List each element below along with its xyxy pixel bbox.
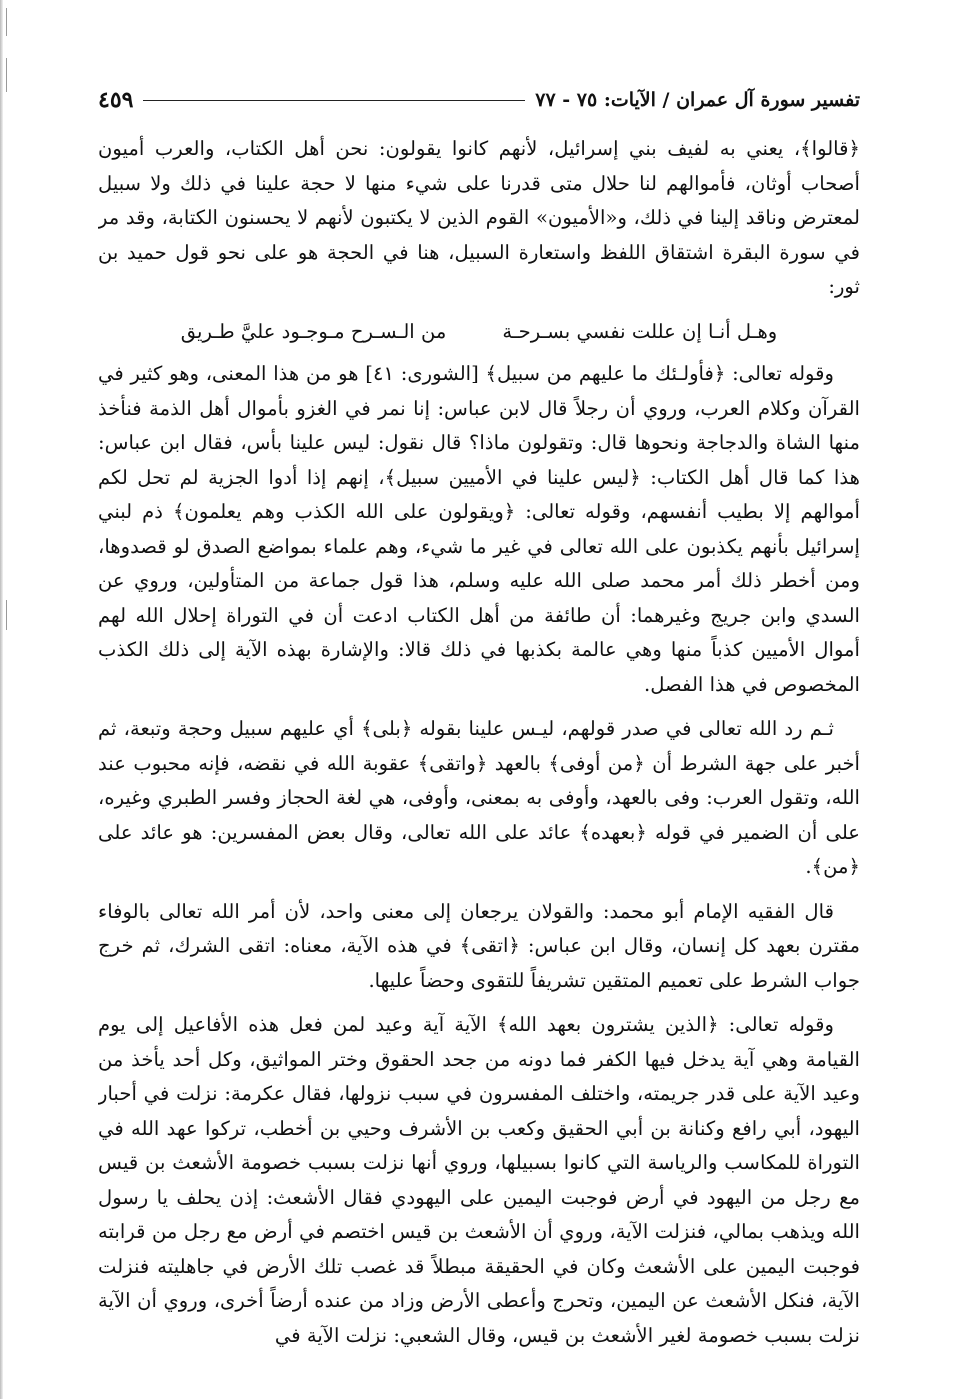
poetry-verse [98,315,860,350]
scan-edge [0,0,3,1399]
paragraph-1: ﴿قالوا﴾، يعني به لفيف بني إسرائيل، لأنهم كانوا يقولون: نحن أهل الكتاب، والعرب أميون أصحاب أوثان، فأموالهم لنا حلال متى قدرنا على شيء منها لا حجة علينا في ذلك ولا سبيل لمعترض وناقد إلينا في ذلك، و«الأميون» القوم الذين لا يكتبون لأنهم لا يحسنون الكتابة، وقد مر في سورة البقرة اشتقاق اللفظ واستعارة السبيل، هنا في الحجة هو على نحو قول حميد بن ثور: [98,137,860,298]
verse-hemistich-1: وهـل أنـا إن عللت نفسي بسـرحـة [502,319,778,343]
paragraph-5: وقوله تعالى: ﴿الذين يشترون بعهد الله﴾ الآية آية وعيد لمن فعل هذه الأفاعيل إلى يوم القيامة وهي آية يدخل فيها الكفر فما دونه من جحد الحقوق وختر المواثيق، وكل أحد يأخذ من وعيد الآية على قدر جريمته، واختلف المفسرون في سبب نزولها، فقال عكرمة: نزلت في أحبار اليهود، أبي رافع وكنانة بن أبي الحقيق وكعب بن الأشرف وحيي بن أخطب، تركوا عهد الله في التوراة للمكاسب والرياسة التي كانوا بسبيلها، وروي أنها نزلت بسبب خصومة الأشعث بن قيس مع رجل من اليهود في أرض فوجبت اليمين على اليهودي فقال الأشعث: إذن يحلف يا رسول الله ويذهب بمالي، فنزلت الآية، وروي أن الأشعث بن قيس اختصم في أرض مع رجل من قرابته فوجبت اليمين على الأشعث وكان في الحقيقة مبطلاً قد غصب تلك الأرض في جاهليته فنزلت الآية، فنكل الأشعث عن اليمين، وتحرج وأعطى الأرض وزاد من عنده أرضاً أخرى، وروي أن الآية نزلت بسبب خصومة لغير الأشعث بن قيس، وقال الشعبي: نزلت الآية في [98,1013,860,1347]
verse-hemistich-2: من الـسـرح مـوجـود عليَّ طـريق [180,319,447,343]
page-number: ٤٥٩ [98,87,134,113]
page-body [98,132,860,1369]
scan-mark [6,58,7,92]
page-header [98,84,860,116]
paragraph-3: ثـم رد الله تعالى في صدر قولهم، ليـس علينا بقوله ﴿بلى﴾ أي عليهم سبيل وحجة وتبعة، ثم أخبر على جهة الشرط أن ﴿من أوفى﴾ بالعهد ﴿واتقى﴾ عقوبة الله في نقضه، فإنه محبوب عند الله، وتقول العرب: وفى بالعهد، وأوفى به بمعنى، وأوفى، هي لغة الحجاز وفسر الطبري وغيره، على أن الضمير في قوله ﴿بعهده﴾ عائد على الله تعالى، وقال بعض المفسرين: هو عائد على ﴿من﴾. [98,717,860,878]
scan-mark [6,600,7,630]
paragraph-2: وقوله تعالى: ﴿فأولـئك ما عليهم من سبيل﴾ [الشورى: ٤١] هو من هذا المعنى، وهو كثير في القرآن وكلام العرب، وروي أن رجلاً قال لابن عباس: إنا نمر في الغزو بأموال أهل الذمة فنأخذ منها الشاة والدجاجة ونحوها قال: وتقولون ماذا؟ قال نقول: ليس علينا بأس، فقال ابن عباس: هذا كما قال أهل الكتاب: ﴿ليس علينا في الأميين سبيل﴾، إنهم إذا أدوا الجزية لم تحل لكم أموالهم إلا بطيب أنفسهم، وقوله تعالى: ﴿ويقولون على الله الكذب وهم يعلمون﴾ ذم لبني إسرائيل بأنهم يكذبون على الله تعالى في غير ما شيء، وهم علماء بمواضع الصدق لو قصدوها، ومن أخطر ذلك أمر محمد صلى الله عليه وسلم، هذا قول جماعة من المتأولين، وروي عن السدي وابن جريج وغيرهما: أن طائفة من أهل الكتاب ادعت أن في التوراة إحلال الله لهم أموال الأميين كذباً منها وهي عالمة بكذبها في ذلك قالا: والإشارة بهذه الآية إلى ذلك الكذب المخصوص في هذا الفصل. [98,362,860,696]
header-rule [143,100,525,101]
scan-mark [6,8,7,36]
running-title: تفسير سورة آل عمران / الآيات: ٧٥ - ٧٧ [535,89,860,111]
paragraph-4: قال الفقيه الإمام أبو محمد: والقولان يرجعان إلى معنى واحد، لأن أمر الله تعالى بالوفاء مقترن بعهد كل إنسان، وقال ابن عباس: ﴿اتقى﴾ في هذه الآية، معناه: اتقى الشرك، ثم خرج جواب الشرط على تعميم المتقين تشريفاً للتقوى وحضاً عليها. [98,899,860,992]
